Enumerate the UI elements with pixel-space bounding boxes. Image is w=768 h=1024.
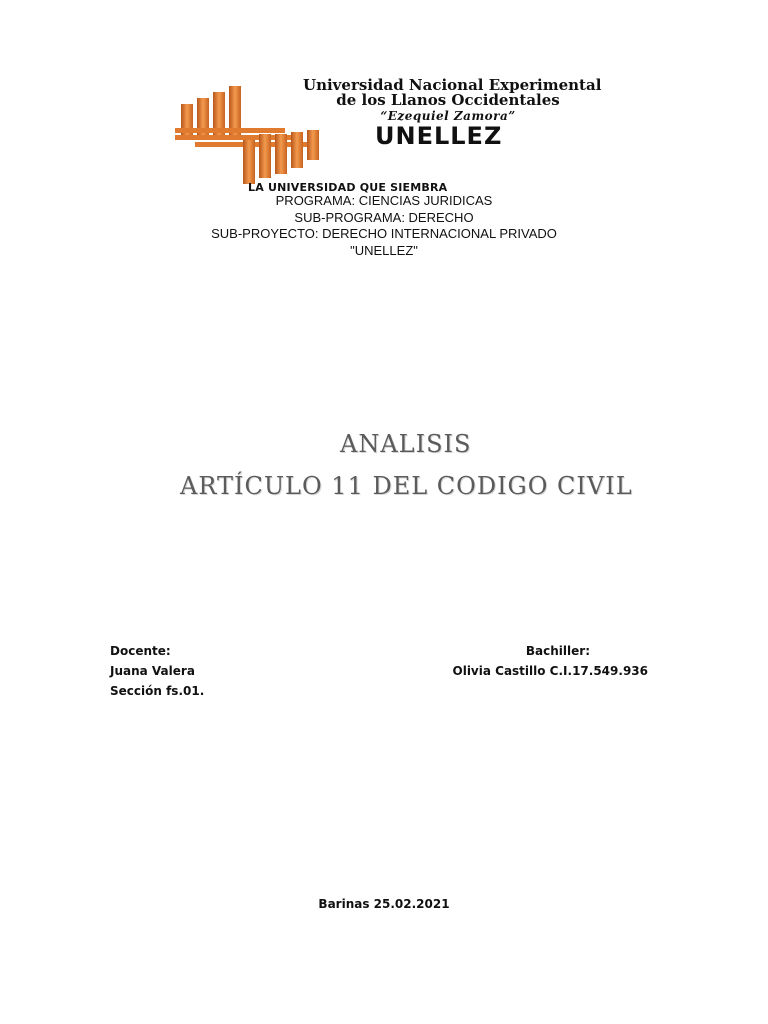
bachiller-name: Olivia Castillo C.I.17.549.936 (452, 664, 648, 678)
docente-label: Docente: (110, 644, 171, 658)
program-info (0, 193, 768, 259)
university-acronym: UNELLEZ (375, 122, 503, 150)
university-name (303, 76, 602, 124)
docente-section: Sección fs.01. (110, 684, 205, 698)
bachiller-block (453, 641, 649, 681)
programa-line: PROGRAMA: CIENCIAS JURIDICAS (275, 193, 493, 208)
document-title-line2: ARTÍCULO 11 DEL CODIGO CIVIL (180, 472, 633, 500)
university-slogan: LA UNIVERSIDAD QUE SIEMBRA (248, 181, 448, 194)
university-logo (175, 76, 602, 196)
docente-name: Juana Valera (110, 664, 195, 678)
university-name-line3: “Ezequiel Zamora” (380, 109, 516, 123)
sub-proyecto-line: SUB-PROYECTO: DERECHO INTERNACIONAL PRIVADO (211, 226, 557, 241)
bachiller-label: Bachiller: (525, 644, 590, 658)
document-title-line1: ANALISIS (340, 430, 472, 458)
sub-programa-line: SUB-PROGRAMA: DERECHO (294, 209, 474, 225)
institution-line: "UNELLEZ" (350, 242, 418, 258)
docente-block (110, 641, 204, 701)
university-name-line1: Universidad Nacional Experimental (303, 76, 602, 94)
university-name-line2: de los Llanos Occidentales (336, 91, 560, 109)
place-date: Barinas 25.02.2021 (318, 897, 450, 911)
